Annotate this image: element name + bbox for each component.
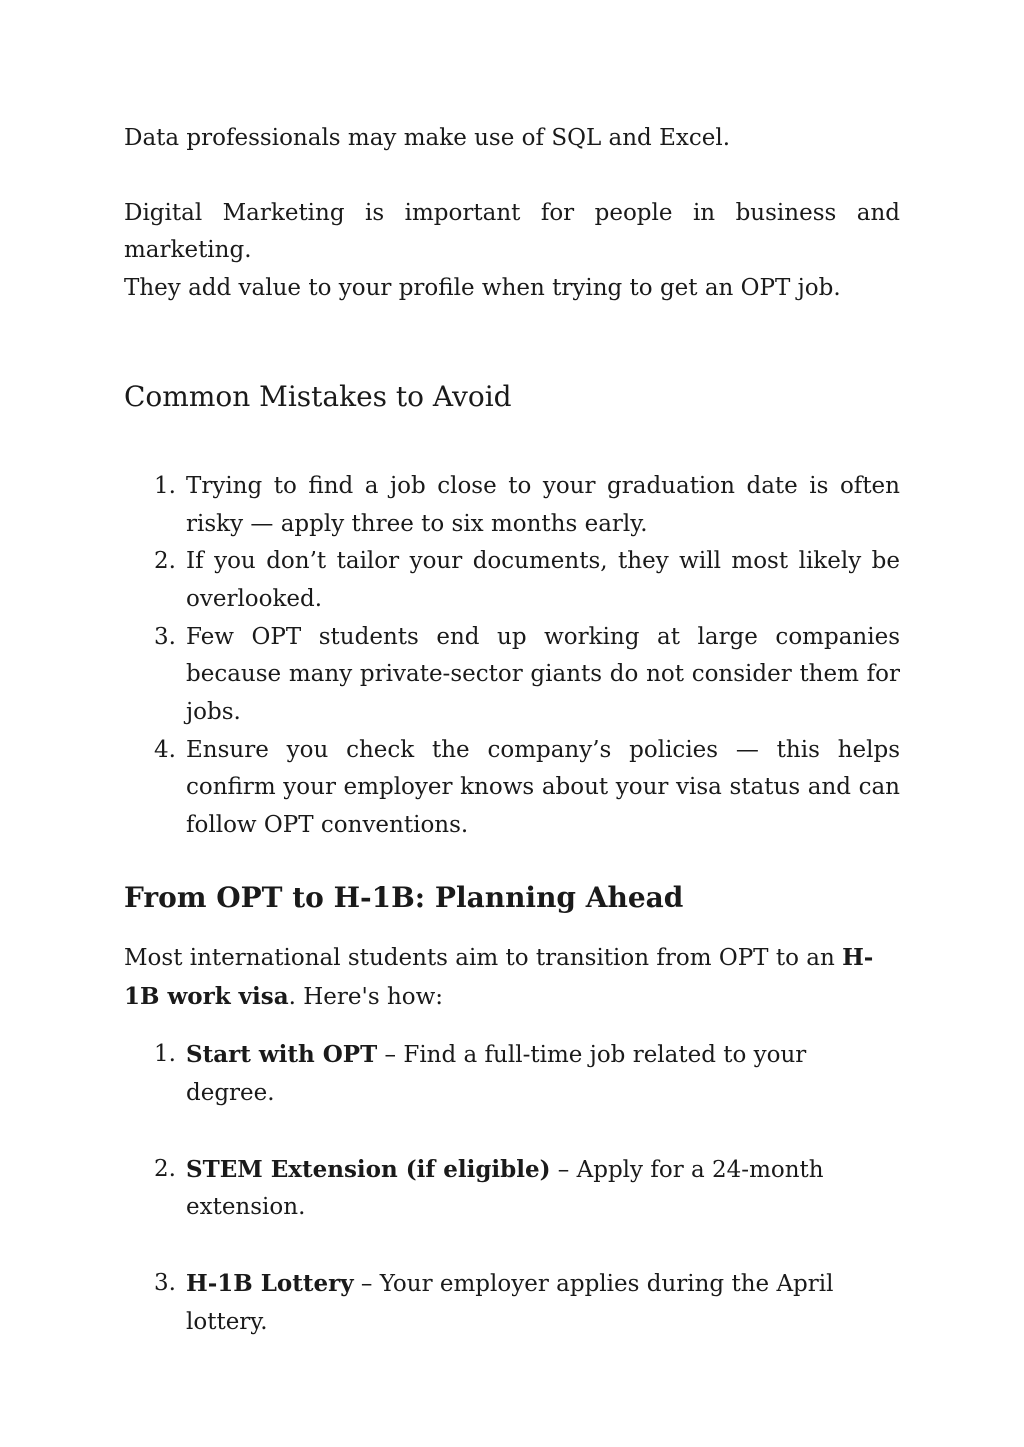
- list-item-text: Ensure you check the company’s policies — this helps confirm your employer knows about your visa status and can follow OPT conventions.: [186, 736, 900, 839]
- list-item-text: Few OPT students end up working at large companies because many private-sector giants do not consider them for jobs.: [186, 623, 900, 726]
- step-title: Start with OPT: [186, 1041, 378, 1069]
- step-text: – Your employer applies during the April lottery.: [186, 1271, 834, 1335]
- h1b-intro: [124, 939, 900, 1016]
- h1b-heading: From OPT to H-1B: Planning Ahead: [124, 880, 684, 914]
- list-item-number: 1.: [154, 472, 176, 499]
- list-item-number: 4.: [154, 736, 176, 763]
- paragraph-add-value: They add value to your profile when trying to get an OPT job.: [124, 275, 841, 302]
- mistakes-heading: Common Mistakes to Avoid: [124, 379, 512, 413]
- h1b-intro-end: . Here's how:: [288, 983, 444, 1010]
- h1b-intro-text: Most international students aim to transition from OPT to an: [124, 944, 843, 971]
- list-item: [124, 1036, 900, 1112]
- list-item: [124, 1265, 900, 1341]
- paragraph-sql-excel: Data professionals may make use of SQL and Excel.: [124, 125, 731, 151]
- list-item-number: 3.: [154, 1270, 176, 1297]
- step-text: – Apply for a 24-month extension.: [186, 1156, 824, 1221]
- list-item-text: Trying to find a job close to your graduation date is often risky — apply three to six months early.: [186, 472, 900, 537]
- list-item: [124, 732, 900, 845]
- document-page: [124, 120, 900, 1341]
- list-item-number: 2.: [154, 548, 176, 575]
- paragraph-digital-marketing: Digital Marketing is important for people in business and marketing.: [124, 199, 900, 264]
- list-item-number: 1.: [154, 1041, 176, 1068]
- list-item: [124, 543, 900, 618]
- step-text: – Find a full-time job related to your degree.: [186, 1042, 807, 1106]
- mistakes-list: [124, 468, 900, 845]
- list-item-number: 2.: [154, 1155, 176, 1182]
- list-item: [124, 468, 900, 543]
- step-title: STEM Extension (if eligible): [186, 1155, 551, 1183]
- h1b-steps-list: [124, 1036, 900, 1341]
- list-item: [124, 1151, 900, 1227]
- list-item: [124, 619, 900, 732]
- step-title: H-1B Lottery: [186, 1270, 354, 1298]
- list-item-number: 3.: [154, 623, 176, 650]
- list-item-text: If you don’t tailor your documents, they will most likely be overlooked.: [186, 548, 900, 612]
- h1b-intro-bold: H-1B work visa: [124, 943, 874, 1010]
